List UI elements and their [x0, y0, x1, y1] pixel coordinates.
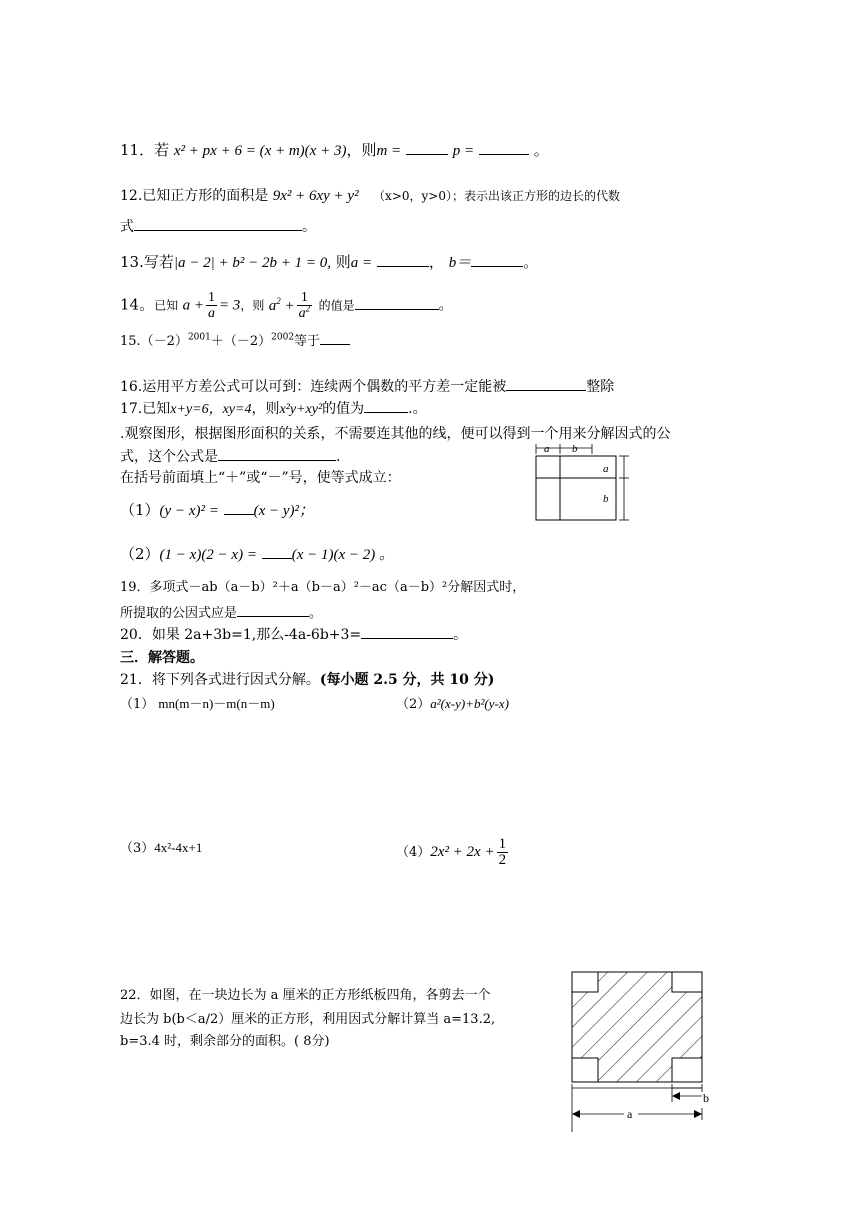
question-21: 21．将下列各式进行因式分解。(每小题 2.5 分，共 10 分)	[120, 672, 495, 688]
label-b: b	[703, 1091, 709, 1105]
answer-blank-15[interactable]	[320, 330, 350, 345]
question-18-line3: 在括号前面填上“＋”或“－”号，使等式成立：	[120, 470, 401, 486]
answer-blank-16[interactable]	[506, 376, 586, 391]
fraction-1-over-a: $\frac{1}{a}$	[207, 290, 215, 321]
answer-blank-m[interactable]	[406, 140, 448, 155]
question-18-line1: .观察图形，根据图形面积的关系，不需要连其他的线，便可以得到一个用来分解因式的公	[120, 426, 671, 442]
answer-blank-17[interactable]	[364, 398, 408, 413]
question-22-line2: 边长为 b(b＜a/2）厘米的正方形，利用因式分解计算当 a=13.2,	[120, 1012, 496, 1027]
answer-blank-13a[interactable]	[377, 252, 429, 267]
sign-blank-2[interactable]	[262, 544, 292, 559]
answer-blank-13b[interactable]	[471, 252, 523, 267]
answer-blank-14[interactable]	[355, 295, 439, 310]
answer-blank-20[interactable]	[361, 624, 453, 639]
label-b-side: b	[603, 493, 609, 505]
question-13: 13.写若|a − 2| + b² − 2b + 1 = 0, 则a = ， b＝ 。	[120, 253, 539, 271]
section-title-answers: 三．解答题。	[120, 650, 204, 666]
label-b-top: b	[572, 443, 578, 455]
answer-blank-18[interactable]	[218, 446, 336, 461]
question-18-line2: 式，这个公式是 .	[120, 446, 340, 467]
cut-corners-square-figure	[560, 960, 720, 1140]
label-a-top: a	[544, 443, 550, 455]
answer-blank-12[interactable]	[134, 216, 302, 231]
question-21-part1: （1） mn(m－n)－m(n－m)	[120, 696, 275, 712]
fraction-1-over-a2: $\frac{1}{a^2}$	[298, 290, 311, 321]
fraction-one-half: $\frac{1}{2}$	[498, 835, 507, 868]
question-17: 17.已知x+y=6，xy=4，则x²y+xy²的值为 .。	[120, 398, 427, 420]
question-12-line2: 式 。	[120, 216, 316, 237]
answer-blank-19[interactable]	[237, 602, 309, 617]
question-12: 12.已知正方形的面积是 9x² + 6xy + y² （x>0，y>0）；表示出该正方形的边长的代数	[120, 188, 620, 204]
question-16: 16.运用平方差公式可以可到：连续两个偶数的平方差一定能被 整除	[120, 376, 614, 397]
question-19-line1: 19．多项式－ab（a－b）²＋a（b－a）²－ac（a－b）²分解因式时，	[120, 580, 526, 595]
question-11: 11．若 x² + px + 6 = (x + m)(x + 3)，则m = p = 。	[120, 141, 549, 159]
label-a: a	[627, 1107, 633, 1121]
question-18-part1: （1）(y − x)² = (x − y)²；	[120, 501, 315, 519]
question-14: 14。已知 a + $\frac{1}{a}$ = 3，则 $a^2$ + $\frac{1}{a^2}$ 的值是 。	[120, 290, 453, 321]
question-22-line3: b=3.4 时，剩余部分的面积。( 8分)	[120, 1034, 330, 1049]
question-22-line1: 22．如图，在一块边长为 a 厘米的正方形纸板四角，各剪去一个	[120, 988, 491, 1003]
question-21-part2: （2）a²(x-y)+b²(y-x)	[396, 696, 509, 712]
sign-blank-1[interactable]	[224, 500, 254, 515]
label-a-side: a	[603, 463, 609, 475]
question-21-part3: （3）4x²-4x+1	[120, 840, 203, 856]
answer-blank-p[interactable]	[479, 140, 529, 155]
question-15: $15.(-2)^{2001}+(-2)^{2002}$等于	[120, 330, 350, 352]
question-18-part2: （2）(1 − x)(2 − x) = (x − 1)(x − 2) 。	[120, 545, 395, 563]
square-decomposition-figure	[530, 440, 630, 524]
question-20: 20．如果 2a+3b=1,那么-4a-6b+3= 。	[120, 624, 467, 645]
question-19-line2: 所提取的公因式应是 。	[120, 602, 322, 624]
question-21-part4: （4）2x² + 2x + $\frac{1}{2}$	[396, 835, 507, 868]
